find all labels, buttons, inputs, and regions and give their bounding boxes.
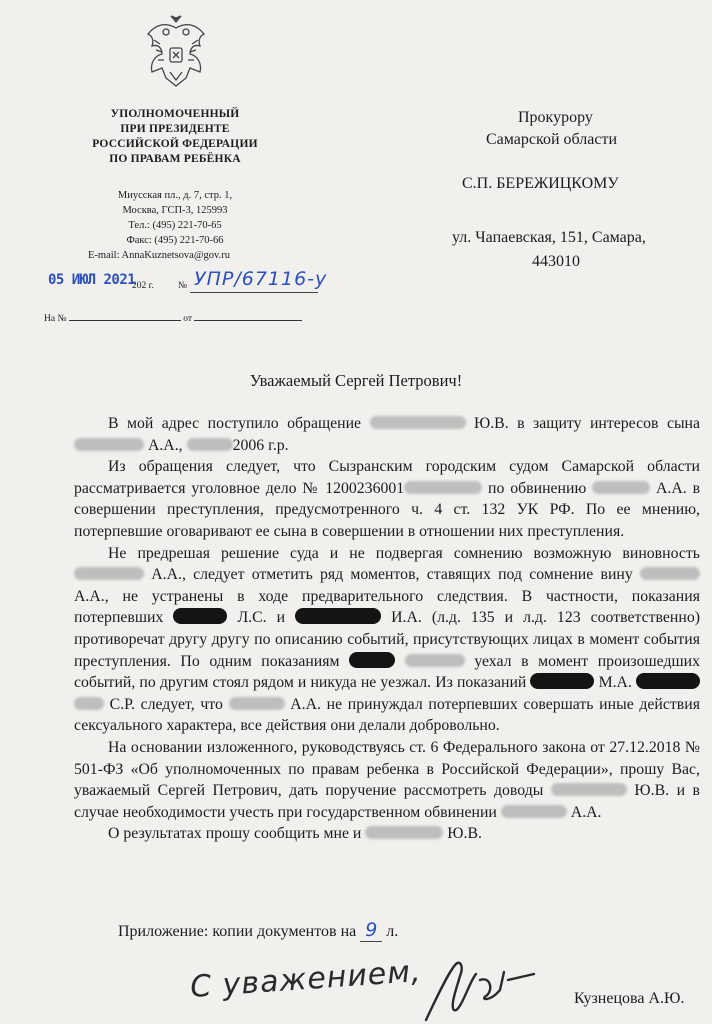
signer-name: Кузнецова А.Ю.: [574, 990, 685, 1007]
russian-coat-of-arms-emblem: [140, 14, 212, 94]
recipient-line-2: Самарской области: [486, 131, 617, 148]
from-label: от: [183, 314, 193, 324]
reference-line: [44, 314, 324, 324]
recipient-title: [460, 107, 710, 151]
attachment-line: [118, 919, 398, 942]
redaction-blur: [551, 783, 627, 796]
org-line-1: УПОЛНОМОЧЕННЫЙ: [110, 108, 240, 120]
redaction-blur: [501, 805, 567, 818]
paragraph-4: На основании изложенного, руководствуясь ст. 6 Федерального закона от 27.12.2018 № 501-ФЗ «Об уполномоченных по правам ребенка в Российской Федерации», прошу Вас, уважаемый Сергей Петрович, дать поручение рассмотреть доводы Ю.В. и в случае необходимости учесть при государственном обвинении А.А.: [74, 738, 701, 821]
redaction-blur: [365, 826, 443, 839]
redaction-blur: [370, 416, 466, 429]
paragraph-1: В мой адрес поступило обращение Ю.В. в защиту интересов сына А.А., 2006 г.р.: [74, 413, 700, 456]
address-line-2: Москва, ГСП-3, 125993: [122, 205, 228, 216]
redaction-blur: [74, 567, 144, 580]
recipient-address: [452, 226, 702, 274]
redaction-blur: [640, 567, 700, 580]
paragraph-5: О результатах прошу сообщить мне и Ю.В.: [108, 825, 482, 843]
org-line-2: ПРИ ПРЕЗИДЕНТЕ: [120, 123, 230, 135]
email: E-mail: AnnaKuznetsova@gov.ru: [88, 250, 230, 261]
on-number-label: На №: [44, 314, 67, 324]
outgoing-registration-line: [44, 270, 344, 294]
redaction-blur: [404, 481, 482, 494]
redaction-black: [173, 608, 227, 624]
signature-scrawl-icon: [420, 950, 540, 1024]
paragraph-2: Из обращения следует, что Сызранским городским судом Самарской области рассматривается уголовное дело № 1200236001 по обвинению А.А. в совершении преступления, предусмотренного ч. 4 ст. 132 УК РФ. По ее мнению, потерпевшие оговаривают ее сына в совершении в отношении них преступления.: [74, 458, 701, 540]
redaction-blur: [187, 438, 233, 451]
recipient-line-1: Прокурору: [518, 109, 593, 126]
redaction-blur: [74, 697, 104, 710]
redaction-black: [295, 608, 381, 624]
number-label: №: [178, 281, 188, 291]
redaction-blur: [74, 438, 144, 451]
attachment-pages-handwritten: 9: [360, 919, 382, 942]
redaction-black: [349, 652, 395, 668]
phone: Тел.: (495) 221-70-65: [128, 220, 222, 231]
org-line-3: РОССИЙСКОЙ ФЕДЕРАЦИИ: [92, 138, 258, 150]
sender-organization: [70, 107, 280, 167]
year-suffix: 202 г.: [132, 281, 154, 291]
handwritten-outgoing-number: УПР/67116-у: [194, 268, 328, 290]
handwritten-closing: С уважением,: [189, 953, 423, 1006]
redaction-black: [530, 673, 594, 689]
date-stamp: 05 ИЮЛ 2021: [48, 272, 136, 288]
redaction-blur: [229, 697, 285, 710]
attachment-label: Приложение: копии документов на: [118, 923, 357, 940]
recipient-name: С.П. БЕРЕЖИЦКОМУ: [462, 175, 619, 192]
greeting: Уважаемый Сергей Петрович!: [249, 371, 463, 390]
address-line-1: Миусская пл., д. 7, стр. 1,: [117, 190, 233, 201]
fax: Факс: (495) 221-70-66: [126, 235, 224, 246]
paragraph-3: Не предрешая решение суда и не подвергая сомнению возможную виновность А.А., следует отметить ряд моментов, ставящих под сомнение вину А.А., не устранены в ходе предварительного следствия. В частности, показания потерпевших Л.С. и И.А. (л.д. 135 и л.д. 123 соответственно) противоречат другу другу по описанию событий, присутствующих лицах в момент события преступления. По одним показаниям уехал в момент произошедших событий, по другим стоял рядом и никуда не уезжал. Из показаний М.А. С.Р. следует, что А.А. не принуждал потерпевших совершать иные действия сексуального характера, все действия они делали добровольно.: [74, 544, 700, 735]
attachment-suffix: л.: [386, 923, 399, 940]
redaction-blur: [405, 654, 465, 667]
redaction-blur: [592, 481, 650, 494]
sender-address: [70, 188, 280, 263]
letter-body: [74, 413, 700, 845]
recipient-address-2: 443010: [532, 253, 580, 270]
org-line-4: ПО ПРАВАМ РЕБЁНКА: [109, 153, 241, 165]
recipient-address-1: ул. Чапаевская, 151, Самара,: [452, 229, 646, 246]
redaction-black: [636, 673, 700, 689]
